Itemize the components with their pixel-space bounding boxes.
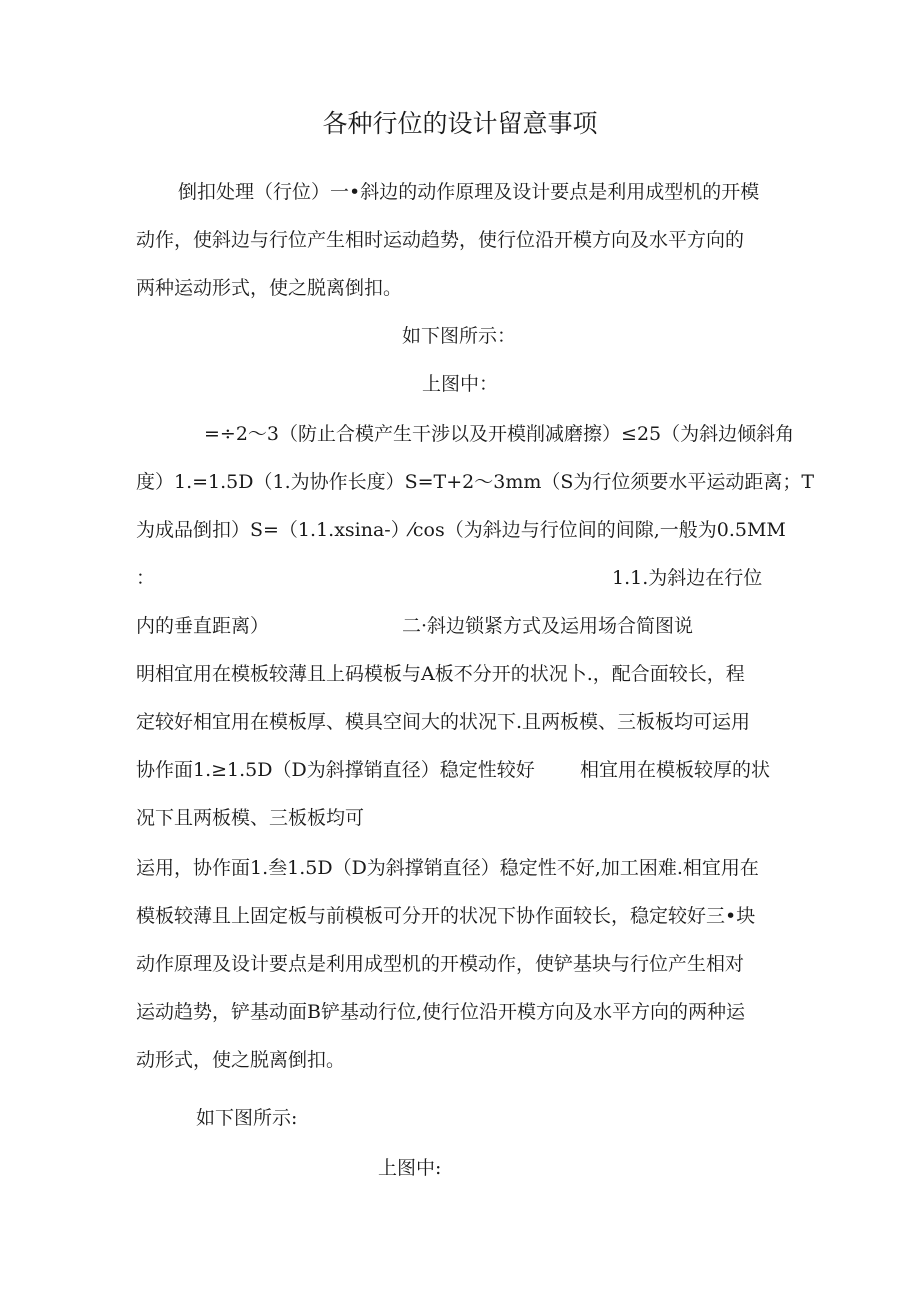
paragraph-line: 运用，协作面1.叁1.5D（D为斜撑销直径）稳定性不好,加工困难.相宜用在 bbox=[136, 857, 759, 879]
formula-line: 1.1.为斜边在行位 bbox=[612, 567, 763, 589]
paragraph-line: 动形式，使之脱离倒扣。 bbox=[136, 1049, 346, 1071]
paragraph-line: 定较好相宜用在模板厚、模具空间大的状况下.且两板模、三板板均可运用 bbox=[136, 711, 751, 733]
paragraph-line: 动作原理及设计要点是利用成型机的开模动作，使铲基块与行位产生相对 bbox=[136, 953, 745, 975]
figure-note: 上图中: bbox=[378, 1157, 442, 1179]
formula-line: 内的垂直距离） bbox=[136, 615, 270, 637]
paragraph-line: 模板较薄且上固定板与前模板可分开的状况下协作面较长，稳定较好三•块 bbox=[136, 905, 756, 927]
paragraph-line: 动作，使斜边与行位产生相时运动趋势，使行位沿开模方向及水平方向的 bbox=[136, 229, 745, 251]
paragraph-line: 协作面1.≥1.5D（D为斜撑销直径）稳定性较好 bbox=[136, 759, 535, 781]
formula-line: ： bbox=[136, 567, 156, 589]
section-heading: 二·斜边锁紧方式及运用场合简图说 bbox=[402, 615, 694, 637]
figure-note: 上图中： bbox=[422, 373, 499, 395]
paragraph-line: 两种运动形式，使之脱离倒扣。 bbox=[136, 277, 403, 299]
paragraph-line: 况下且两板模、三板板均可 bbox=[136, 807, 365, 829]
paragraph-line: 明相宜用在模板较薄且上码模板与A板不分开的状况卜.，配合面较长，程 bbox=[136, 663, 745, 685]
paragraph-line: 相宜用在模板较厚的状 bbox=[580, 759, 771, 781]
document-title: 各种行位的设计留意事项 bbox=[322, 109, 598, 138]
formula-line: =÷2～3（防止合模产生干涉以及开模削减磨擦）≤25（为斜边倾斜角 bbox=[204, 423, 795, 445]
paragraph-line: 运动趋势，铲基动面B铲基动行位,使行位沿开模方向及水平方向的两种运 bbox=[136, 1001, 746, 1023]
formula-line: 度）1.=1.5D（1.为协作长度）S=T+2～3mm（S为行位须要水平运动距离；T bbox=[136, 471, 815, 493]
paragraph-line: 倒扣处理（行位）一•斜边的动作原理及设计要点是利用成型机的开模 bbox=[178, 181, 760, 203]
figure-caption: 如下图所示： bbox=[402, 325, 517, 347]
figure-caption: 如下图所示: bbox=[196, 1107, 298, 1129]
formula-line: 为成品倒扣）S=（1.1.xsina-）⁄cos（为斜边与行位间的间隙,一般为0.5MM bbox=[136, 519, 786, 541]
